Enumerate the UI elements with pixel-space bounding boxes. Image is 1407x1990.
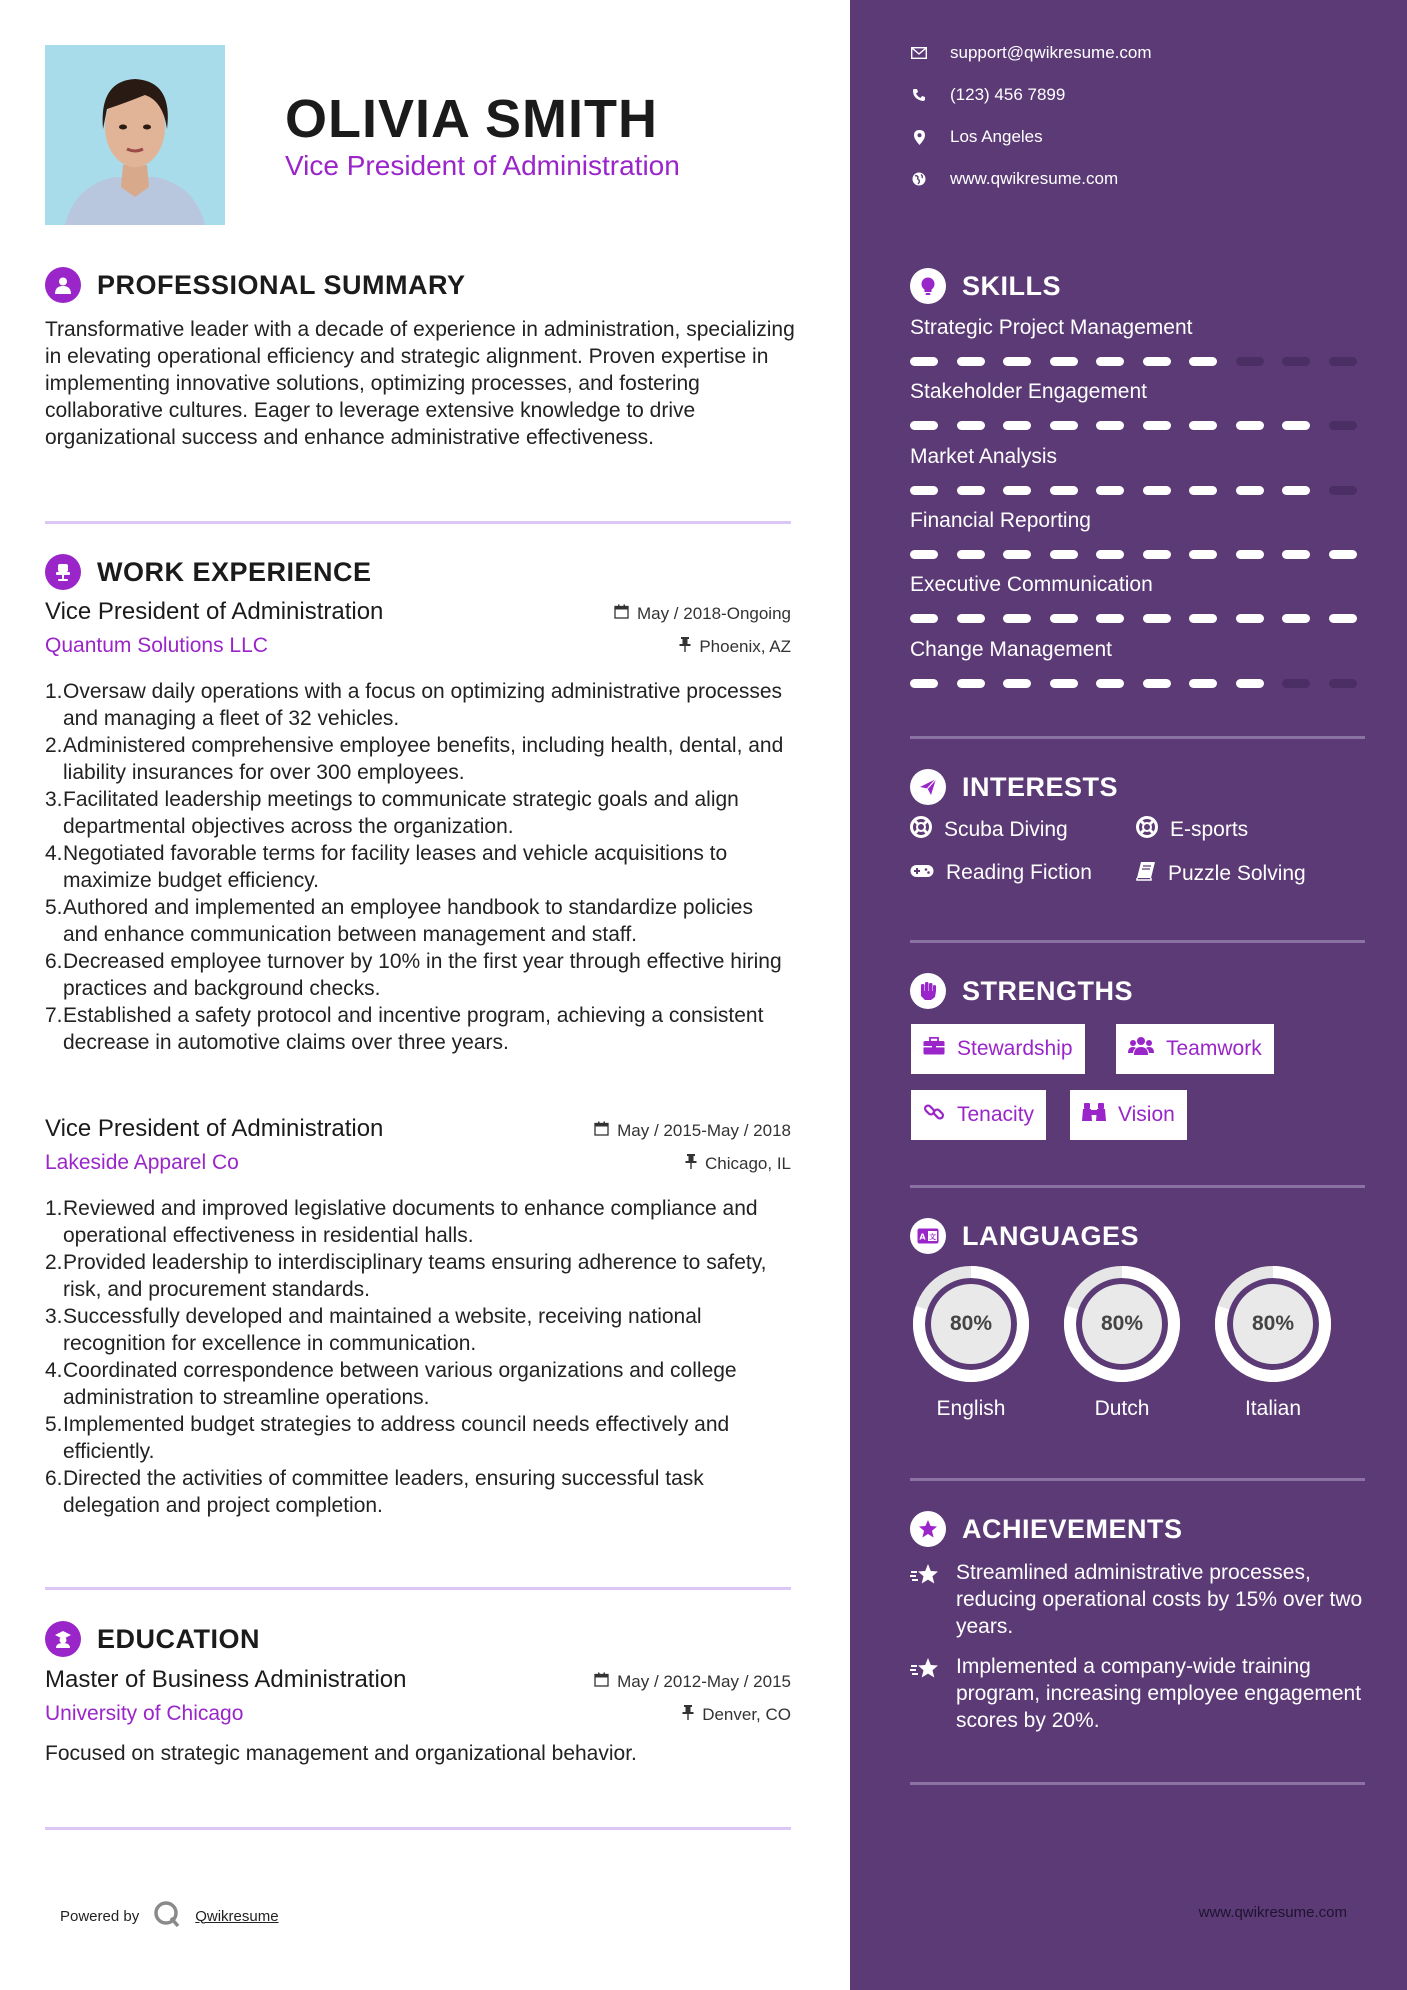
star-badge-icon [910, 1511, 946, 1547]
paper-plane-icon [910, 769, 946, 805]
skill-level-dash [1329, 486, 1357, 495]
skill-level-dash [1329, 614, 1357, 623]
school-name: University of Chicago [45, 1702, 244, 1725]
job-date: May / 2018-Ongoing [614, 604, 791, 624]
job-title: Vice President of Administration [45, 1115, 384, 1142]
skill-level-dash [1050, 421, 1078, 430]
language-item [910, 1263, 1032, 1421]
skill-level-dash [957, 486, 985, 495]
skill-level-dash [1329, 421, 1357, 430]
skill-level-dash [1236, 486, 1264, 495]
skill-level [910, 357, 1365, 367]
skill-level-dash [910, 421, 938, 430]
skill-item [910, 638, 1365, 662]
skill-level-dash [1050, 679, 1078, 688]
skill-level-dash [1096, 421, 1124, 430]
globe-icon [910, 172, 928, 186]
contact-location: Los Angeles [910, 127, 1043, 147]
skill-level-dash [1189, 550, 1217, 559]
summary-heading [45, 267, 466, 303]
languages-title: LANGUAGES [962, 1220, 1140, 1251]
skill-name: Strategic Project Management [910, 316, 1193, 339]
interest-item: Puzzle Solving [1136, 861, 1306, 887]
job-entry [45, 598, 791, 1056]
interests-title: INTERESTS [962, 771, 1119, 802]
education-date: May / 2012-May / 2015 [594, 1672, 791, 1692]
skill-level-dash [1282, 357, 1310, 366]
strength-chip: Teamwork [1116, 1024, 1274, 1074]
svg-text:A: A [919, 1232, 926, 1242]
achievements-heading [910, 1511, 1183, 1547]
experience-heading [45, 554, 372, 590]
skill-level-dash [1236, 550, 1264, 559]
strength-chip: Vision [1070, 1090, 1187, 1140]
skill-level-dash [1236, 421, 1264, 430]
list-item: 2. Administered comprehensive employee benefits, including health, dental, and liability insurances for over 300 employees. [45, 734, 784, 784]
list-item: 5. Authored and implemented an employee handbook to standardize policies and enhance communication between management and staff. [45, 896, 753, 946]
divider [45, 1827, 791, 1830]
binoculars-icon [1082, 1102, 1106, 1128]
skill-item [910, 316, 1365, 340]
skill-level-dash [1282, 614, 1310, 623]
divider [910, 736, 1365, 739]
pin-icon [679, 637, 691, 657]
degree-title: Master of Business Administration [45, 1666, 407, 1693]
skill-level-dash [910, 679, 938, 688]
list-item: 6. Directed the activities of committee leaders, ensuring successful task delegation and project completion. [45, 1467, 704, 1517]
pin-icon [685, 1154, 697, 1174]
company-name: Quantum Solutions LLC [45, 634, 268, 657]
job-date: May / 2015-May / 2018 [594, 1121, 791, 1141]
skill-level-dash [1096, 357, 1124, 366]
skill-level-dash [1003, 421, 1031, 430]
strengths-heading [910, 973, 1133, 1009]
languages-heading [910, 1218, 1139, 1254]
list-item: 6. Decreased employee turnover by 10% in the first year through effective hiring practices and background checks. [45, 950, 782, 1000]
list-item: 5. Implemented budget strategies to address council needs effectively and efficiently. [45, 1413, 730, 1463]
skill-level-dash [1329, 550, 1357, 559]
skill-level-dash [1143, 421, 1171, 430]
profile-photo [45, 45, 225, 225]
skill-level-dash [1236, 357, 1264, 366]
skill-level-dash [1189, 614, 1217, 623]
sidebar [850, 0, 1407, 1990]
graduate-icon [45, 1621, 81, 1657]
skill-level-dash [1329, 357, 1357, 366]
contact-phone[interactable]: (123) 456 7899 [910, 85, 1065, 105]
skill-level [910, 486, 1365, 496]
star-icon [910, 1653, 942, 1734]
achievements-title: ACHIEVEMENTS [962, 1513, 1183, 1544]
skill-level-dash [1189, 486, 1217, 495]
job-entry [45, 1115, 791, 1519]
skill-level-dash [1096, 679, 1124, 688]
skill-level-dash [1236, 614, 1264, 623]
star-icon [910, 1559, 942, 1640]
education-title: EDUCATION [97, 1623, 260, 1654]
divider [45, 521, 791, 524]
list-item: 1. Oversaw daily operations with a focus on optimizing administrative processes and managing a fleet of 32 vehicles. [45, 680, 782, 730]
skill-item [910, 445, 1365, 469]
skill-level-dash [1143, 550, 1171, 559]
calendar-icon [594, 1672, 609, 1692]
education-heading [45, 1621, 260, 1657]
list-item: 7. Established a safety protocol and incentive program, achieving a consistent decrease in automotive claims over three years. [45, 1004, 764, 1054]
job-title: Vice President of Administration [45, 598, 384, 625]
summary-title: PROFESSIONAL SUMMARY [97, 269, 466, 300]
calendar-icon [594, 1121, 609, 1141]
link-icon [923, 1101, 945, 1129]
footer-site[interactable]: www.qwikresume.com [1198, 1904, 1347, 1921]
office-chair-icon [45, 554, 81, 590]
divider [910, 940, 1365, 943]
list-item: 3. Facilitated leadership meetings to communicate strategic goals and align departmental objectives across the organization. [45, 788, 739, 838]
skill-level-dash [1282, 679, 1310, 688]
skill-level-dash [1003, 486, 1031, 495]
skill-level-dash [957, 357, 985, 366]
interest-item: Scuba Diving [910, 816, 1068, 844]
skill-level-dash [1282, 486, 1310, 495]
contact-email[interactable]: support@qwikresume.com [910, 43, 1152, 63]
gamepad-icon [910, 861, 934, 885]
achievement-item: Streamlined administrative processes, reducing operational costs by 15% over two years. [910, 1559, 1370, 1640]
envelope-icon [910, 47, 928, 59]
footer-powered-by: Powered by Qwikresume [60, 1900, 279, 1932]
skill-level-dash [1003, 550, 1031, 559]
list-item: 4. Coordinated correspondence between various organizations and college administration to streamline operations. [45, 1359, 737, 1409]
skill-level-dash [1050, 357, 1078, 366]
skill-level-dash [1143, 357, 1171, 366]
briefcase-icon [923, 1037, 945, 1061]
interest-item: Reading Fiction [910, 861, 1092, 885]
skills-heading [910, 268, 1061, 304]
skill-level-dash [910, 614, 938, 623]
skill-level-dash [1096, 614, 1124, 623]
lightbulb-icon [910, 268, 946, 304]
pin-icon [682, 1705, 694, 1725]
skill-level-dash [1003, 357, 1031, 366]
job-bullets [45, 1195, 791, 1519]
skill-level-dash [957, 614, 985, 623]
candidate-title: Vice President of Administration [285, 150, 680, 181]
translate-icon [910, 1218, 946, 1254]
strength-chip: Stewardship [911, 1024, 1085, 1074]
calendar-icon [614, 604, 629, 624]
skill-level-dash [1282, 550, 1310, 559]
skill-level-dash [1143, 486, 1171, 495]
language-item [1212, 1263, 1334, 1421]
skill-level-dash [1050, 550, 1078, 559]
book-icon [1136, 861, 1156, 887]
skill-level [910, 614, 1365, 624]
skill-name: Market Analysis [910, 445, 1058, 468]
skill-level [910, 421, 1365, 431]
skill-name: Financial Reporting [910, 509, 1091, 532]
skill-level-dash [957, 679, 985, 688]
list-item: 4. Negotiated favorable terms for facility leases and vehicle acquisitions to maximize budget efficiency. [45, 842, 728, 892]
education-location: Denver, CO [682, 1705, 791, 1725]
skill-item [910, 509, 1365, 533]
skill-level [910, 679, 1365, 689]
achievement-item: Implemented a company-wide training program, increasing employee engagement scores by 20%. [910, 1653, 1370, 1734]
skill-level-dash [1189, 421, 1217, 430]
language-percent: 80% [1100, 1312, 1144, 1335]
qwikresume-logo-icon [153, 1900, 181, 1932]
skill-name: Executive Communication [910, 573, 1153, 596]
list-item: 2. Provided leadership to interdisciplinary teams ensuring adherence to safety, risk, and procurement standards. [45, 1251, 767, 1301]
experience-title: WORK EXPERIENCE [97, 556, 372, 587]
company-name: Lakeside Apparel Co [45, 1151, 239, 1174]
skill-level-dash [957, 421, 985, 430]
skill-level-dash [1329, 679, 1357, 688]
life-ring-icon [1136, 816, 1158, 844]
map-marker-icon [910, 130, 928, 145]
skill-level-dash [1143, 679, 1171, 688]
skill-level-dash [1050, 614, 1078, 623]
list-item: 3. Successfully developed and maintained a website, receiving national recognition for excellence in communication. [45, 1305, 702, 1355]
skill-level-dash [1096, 486, 1124, 495]
job-bullets [45, 678, 791, 1056]
strengths-title: STRENGTHS [962, 975, 1134, 1006]
qwikresume-link[interactable]: Qwikresume [195, 1907, 279, 1925]
skill-level-dash [1143, 614, 1171, 623]
skill-level-dash [1050, 486, 1078, 495]
user-icon [45, 267, 81, 303]
language-name: Dutch [1094, 1397, 1150, 1420]
strength-chip: Tenacity [911, 1090, 1046, 1140]
skill-level-dash [957, 550, 985, 559]
list-item: 1. Reviewed and improved legislative documents to enhance compliance and operational effectiveness in residential halls. [45, 1197, 758, 1247]
skills-title: SKILLS [962, 270, 1062, 301]
contact-website[interactable]: www.qwikresume.com [910, 169, 1118, 189]
job-location: Chicago, IL [685, 1154, 791, 1174]
education-entry [45, 1666, 791, 1766]
skill-level-dash [1282, 421, 1310, 430]
skill-level-dash [910, 550, 938, 559]
language-percent: 80% [1251, 1312, 1295, 1335]
summary-text: Transformative leader with a decade of experience in administration, specializing in elevating operational efficiency and strategic alignment. Proven expertise in implementing innovative solutions, optimizing processes, and fostering collaborative cultures. Eager to leverage extensive knowledge to drive organizational success and enhance administrative effectiveness. [45, 318, 795, 449]
skill-name: Stakeholder Engagement [910, 380, 1147, 403]
life-ring-icon [910, 816, 932, 844]
fist-icon [910, 973, 946, 1009]
skill-name: Change Management [910, 638, 1112, 661]
language-item [1061, 1263, 1183, 1421]
skill-level-dash [910, 357, 938, 366]
language-percent: 80% [949, 1312, 993, 1335]
divider [45, 1587, 791, 1590]
phone-icon [910, 88, 928, 102]
divider [910, 1782, 1365, 1785]
skill-level-dash [1096, 550, 1124, 559]
users-icon [1128, 1036, 1154, 1062]
skill-item [910, 380, 1365, 404]
skill-level-dash [1003, 679, 1031, 688]
language-name: Italian [1244, 1397, 1302, 1420]
skill-level-dash [910, 486, 938, 495]
skill-level-dash [1189, 679, 1217, 688]
skill-level-dash [1189, 357, 1217, 366]
skill-item [910, 573, 1365, 597]
svg-text:文: 文 [929, 1233, 936, 1241]
education-description: Focused on strategic management and organizational behavior. [45, 1742, 637, 1765]
divider [910, 1478, 1365, 1481]
interests-heading [910, 769, 1118, 805]
job-location: Phoenix, AZ [679, 637, 791, 657]
divider [910, 1185, 1365, 1188]
language-name: English [936, 1397, 1006, 1420]
skill-level-dash [1003, 614, 1031, 623]
interest-item: E-sports [1136, 816, 1248, 844]
skill-level [910, 550, 1365, 560]
candidate-name: OLIVIA SMITH [285, 89, 658, 149]
skill-level-dash [1236, 679, 1264, 688]
